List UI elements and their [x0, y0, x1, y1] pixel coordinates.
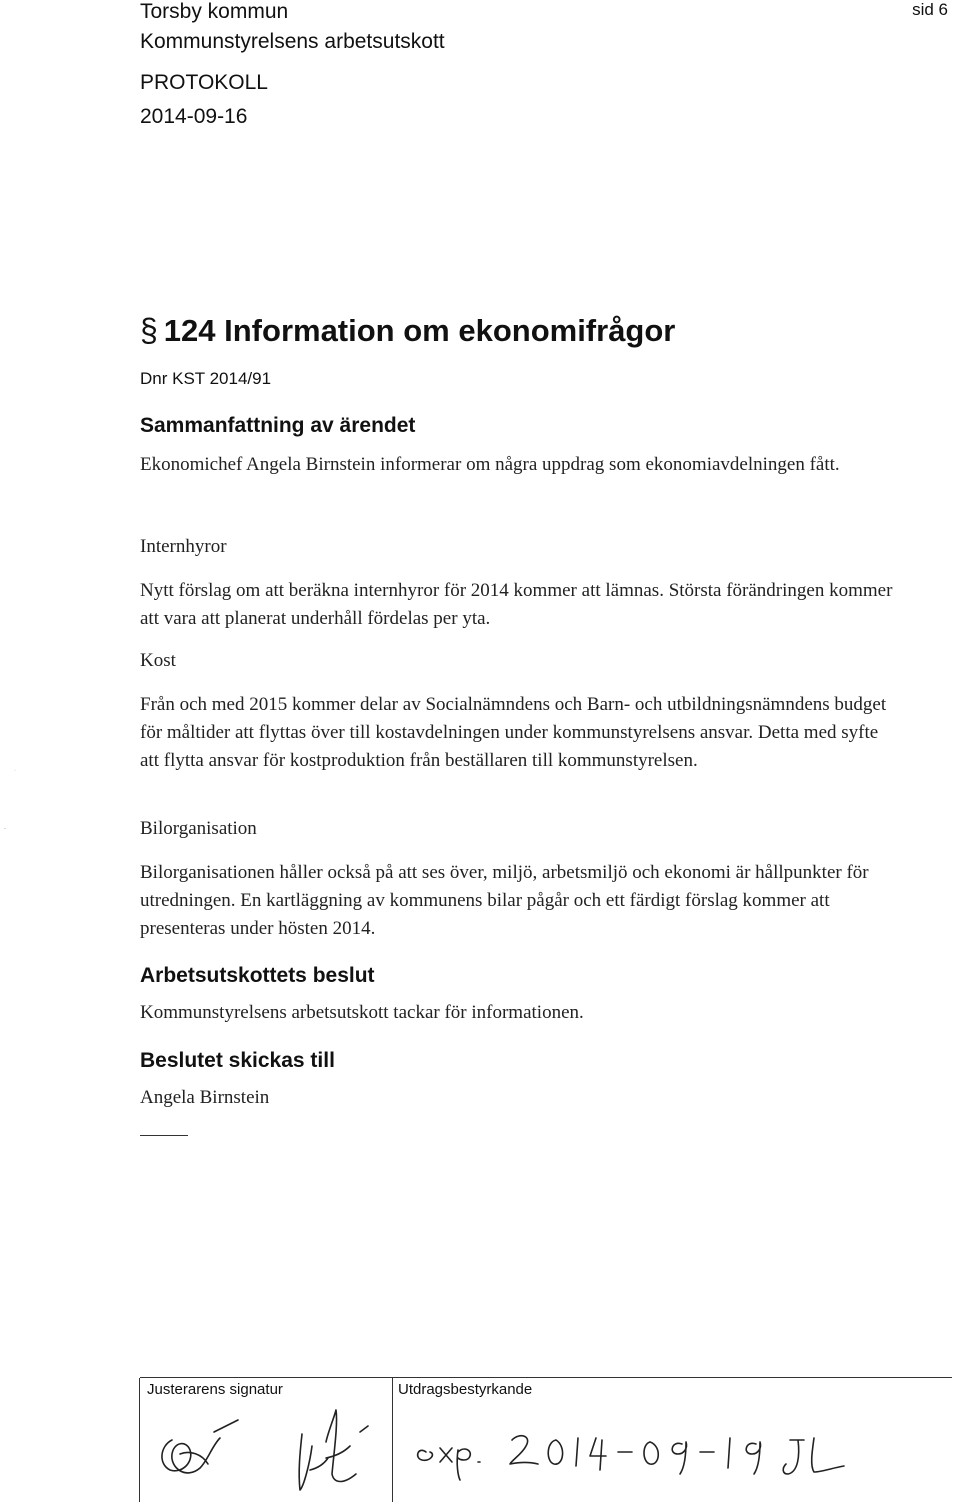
topic-text-internhyror: Nytt förslag om att beräkna internhyror för 2014 kommer att lämnas. Största förändringen kommer att vara att planerat underhåll fördelas per yta. — [140, 580, 893, 629]
organization-name: Torsby kommun — [140, 0, 289, 23]
decision-heading: Arbetsutskottets beslut — [140, 964, 375, 987]
summary-heading: Sammanfattning av ärendet — [140, 414, 416, 437]
sent-to-recipient: Angela Birnstein — [140, 1087, 270, 1108]
section-heading — [140, 310, 675, 351]
topic-text-kost: Från och med 2015 kommer delar av Socialnämndens och Barn- och utbildningsnämndens budget för måltider att flyttas över till kostavdelningen under kommunstyrelsens ansvar. Detta med syfte att flytta ansvar för kostproduktion från beställaren till kommunstyrelsen. — [140, 694, 887, 771]
section-title: 124 Information om ekonomifrågor — [163, 313, 676, 348]
decision-text: Kommunstyrelsens arbetsutskott tackar för informationen. — [140, 1002, 584, 1023]
extract-label: Utdragsbestyrkande — [398, 1381, 533, 1398]
topic-heading-bilorganisation: Bilorganisation — [140, 818, 257, 839]
topic-heading-kost: Kost — [140, 650, 176, 671]
signature-label: Justerarens signatur — [147, 1381, 283, 1398]
committee-name: Kommunstyrelsens arbetsutskott — [140, 30, 445, 53]
case-number: Dnr KST 2014/91 — [140, 369, 272, 388]
scan-mark: - — [4, 826, 6, 832]
topic-text-bilorganisation: Bilorganisationen håller också på att ses över, miljö, arbetsmiljö och ekonomi är hållpunkter för utredningen. En kartläggning av kommunens bilar pågår och ett färdigt förslag kommer att presenteras under hösten 2014. — [140, 862, 869, 939]
page-number: sid 6 — [912, 0, 948, 19]
summary-text: Ekonomichef Angela Birnstein informerar om några uppdrag som ekonomiavdelningen fått. — [140, 454, 840, 475]
topic-heading-internhyror: Internhyror — [140, 536, 227, 557]
end-divider — [140, 1135, 188, 1136]
scan-mark: · — [14, 768, 16, 774]
document-type: PROTOKOLL — [140, 71, 268, 94]
sent-to-heading: Beslutet skickas till — [140, 1049, 335, 1072]
handwritten-extract-note — [400, 1410, 870, 1490]
meeting-date: 2014-09-16 — [140, 105, 248, 128]
paragraph-symbol: § — [140, 312, 158, 348]
handwritten-signatures — [150, 1402, 390, 1502]
